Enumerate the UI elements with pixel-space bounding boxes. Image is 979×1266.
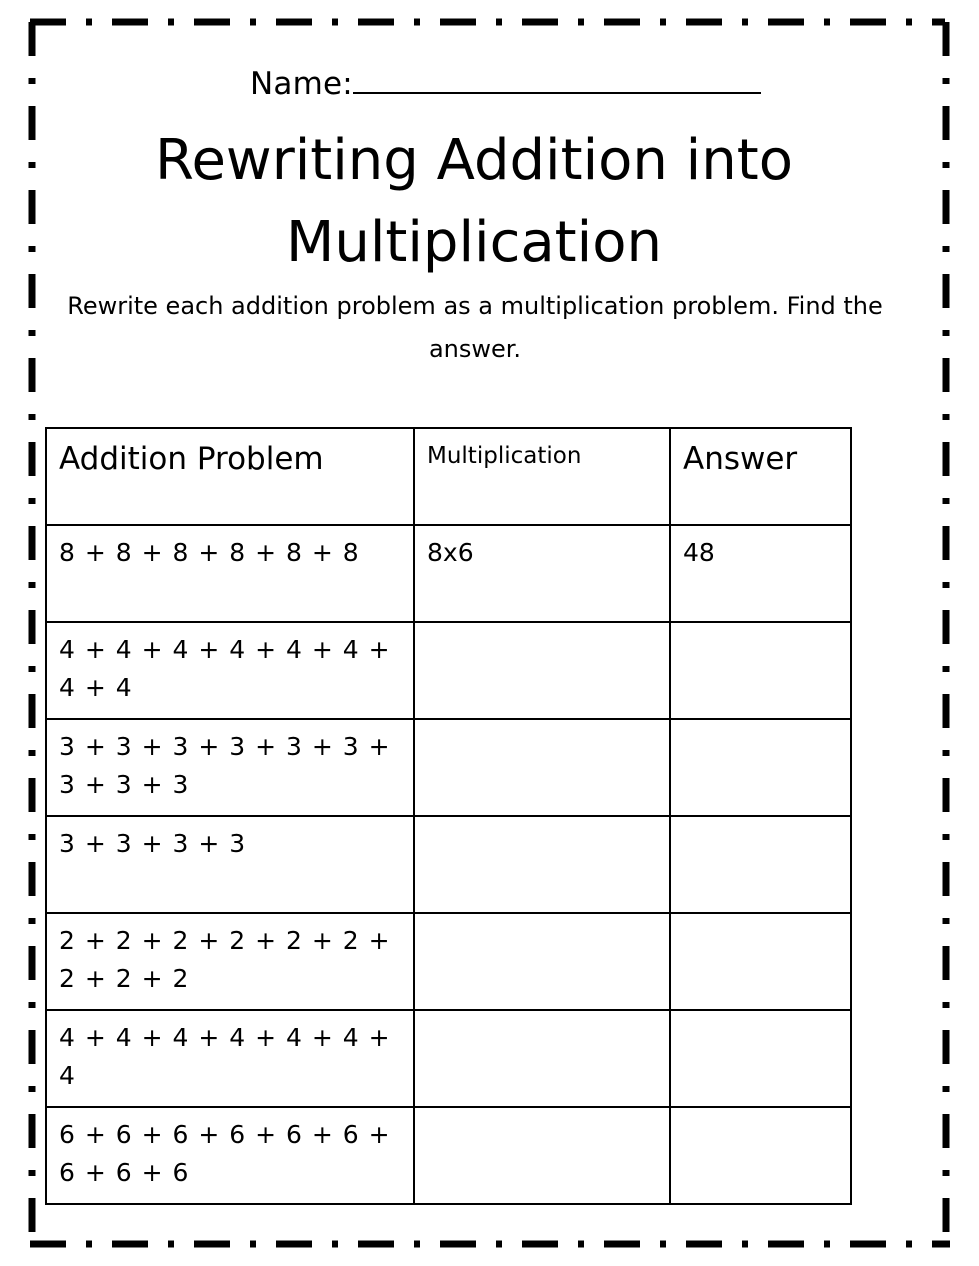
multiplication-cell[interactable] [414, 816, 670, 913]
addition-problem-cell: 4 + 4 + 4 + 4 + 4 + 4 + 4 [46, 1010, 414, 1107]
multiplication-cell[interactable] [414, 913, 670, 1010]
addition-problem-cell: 8 + 8 + 8 + 8 + 8 + 8 [46, 525, 414, 622]
table-row [46, 719, 851, 816]
addition-problem-cell: 3 + 3 + 3 + 3 + 3 + 3 + 3 + 3 + 3 [46, 719, 414, 816]
table-row [46, 1107, 851, 1204]
multiplication-cell[interactable] [414, 1010, 670, 1107]
name-label: Name: [250, 66, 353, 102]
name-blank-line[interactable] [353, 88, 761, 94]
header-multiplication: Multiplication [414, 428, 670, 525]
header-answer: Answer [670, 428, 851, 525]
answer-cell[interactable] [670, 719, 851, 816]
answer-cell[interactable] [670, 816, 851, 913]
answer-cell[interactable] [670, 913, 851, 1010]
multiplication-cell[interactable] [414, 719, 670, 816]
page-title: Rewriting Addition into Multiplication [155, 128, 793, 275]
addition-problem-cell: 6 + 6 + 6 + 6 + 6 + 6 + 6 + 6 + 6 [46, 1107, 414, 1204]
answer-cell[interactable] [670, 1010, 851, 1107]
table-row [46, 1010, 851, 1107]
table-row [46, 525, 851, 622]
addition-problem-cell: 4 + 4 + 4 + 4 + 4 + 4 + 4 + 4 [46, 622, 414, 719]
multiplication-cell[interactable] [414, 622, 670, 719]
header-addition-problem: Addition Problem [46, 428, 414, 525]
table-row [46, 816, 851, 913]
multiplication-cell[interactable]: 8x6 [414, 525, 670, 622]
answer-cell[interactable] [670, 622, 851, 719]
instructions: Rewrite each addition problem as a multiplication problem. Find the answer. [67, 292, 883, 363]
answer-cell[interactable] [670, 1107, 851, 1204]
answer-cell[interactable]: 48 [670, 525, 851, 622]
table-row [46, 622, 851, 719]
worksheet-table [45, 427, 852, 1205]
table-row [46, 913, 851, 1010]
addition-problem-cell: 3 + 3 + 3 + 3 [46, 816, 414, 913]
addition-problem-cell: 2 + 2 + 2 + 2 + 2 + 2 + 2 + 2 + 2 [46, 913, 414, 1010]
multiplication-cell[interactable] [414, 1107, 670, 1204]
name-field[interactable] [250, 66, 761, 102]
